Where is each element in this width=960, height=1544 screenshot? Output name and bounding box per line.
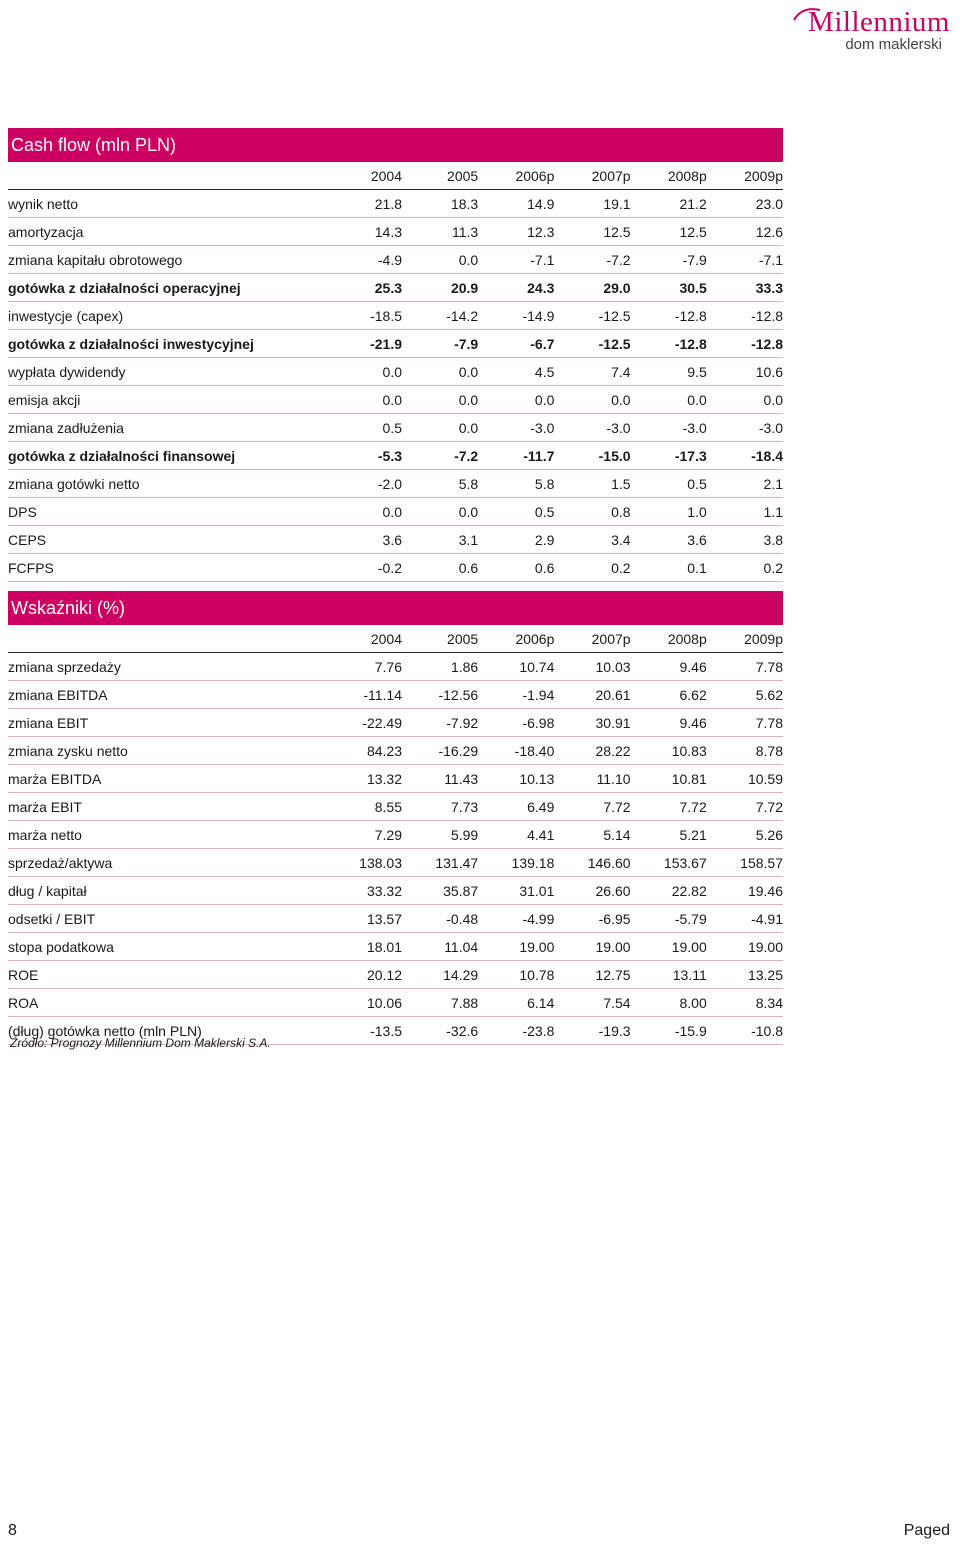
ratios-row [8,793,783,821]
cell-value: 14.9 [478,190,554,218]
header-blank [8,625,326,653]
cell-value: 10.83 [631,737,707,765]
row-label: CEPS [8,526,326,554]
row-label: emisja akcji [8,386,326,414]
header-blank [8,162,326,190]
cell-value: -18.5 [326,302,402,330]
cell-value: 7.88 [402,989,478,1017]
year-header: 2008p [631,162,707,190]
ratios-row [8,905,783,933]
ratios-row [8,681,783,709]
row-label: stopa podatkowa [8,933,326,961]
row-label: inwestycje (capex) [8,302,326,330]
cell-value: 3.8 [707,526,783,554]
cashflow-row [8,274,783,302]
cell-value: 10.06 [326,989,402,1017]
cell-value: 2.9 [478,526,554,554]
ratios-row [8,737,783,765]
cell-value: 0.0 [326,498,402,526]
cell-value: -6.7 [478,330,554,358]
cell-value: -13.5 [326,1017,402,1045]
cell-value: -22.49 [326,709,402,737]
cell-value: -12.5 [554,302,630,330]
cell-value: 33.3 [707,274,783,302]
cell-value: -16.29 [402,737,478,765]
cashflow-row [8,190,783,218]
cashflow-row [8,358,783,386]
cell-value: 5.8 [402,470,478,498]
row-label: zmiana gotówki netto [8,470,326,498]
year-header: 2005 [402,162,478,190]
cell-value: 8.55 [326,793,402,821]
year-header: 2006p [478,162,554,190]
cell-value: 7.29 [326,821,402,849]
cell-value: -14.2 [402,302,478,330]
row-label: (dług) gotówka netto (mln PLN) [8,1017,326,1045]
cashflow-row [8,246,783,274]
cell-value: -7.2 [554,246,630,274]
cell-value: 10.6 [707,358,783,386]
row-label: wynik netto [8,190,326,218]
year-header: 2004 [326,162,402,190]
cell-value: 19.00 [707,933,783,961]
cell-value: 9.5 [631,358,707,386]
row-label: gotówka z działalności inwestycyjnej [8,330,326,358]
logo-subtitle: dom maklerski [845,36,942,53]
cell-value: 20.61 [554,681,630,709]
cell-value: 0.6 [478,554,554,582]
cell-value: 10.03 [554,653,630,681]
cell-value: 10.13 [478,765,554,793]
row-label: FCFPS [8,554,326,582]
cell-value: 0.0 [402,386,478,414]
ratios-body [8,653,783,1045]
cell-value: -18.40 [478,737,554,765]
cell-value: 23.0 [707,190,783,218]
cell-value: -3.0 [554,414,630,442]
cell-value: -10.8 [707,1017,783,1045]
cell-value: 9.46 [631,709,707,737]
cell-value: 3.6 [326,526,402,554]
cell-value: 35.87 [402,877,478,905]
row-label: zmiana kapitału obrotowego [8,246,326,274]
cell-value: 5.26 [707,821,783,849]
row-label: zmiana EBITDA [8,681,326,709]
cell-value: 11.10 [554,765,630,793]
cashflow-header-row [8,162,783,190]
row-label: gotówka z działalności finansowej [8,442,326,470]
year-header: 2009p [707,625,783,653]
cell-value: 7.72 [707,793,783,821]
cell-value: 139.18 [478,849,554,877]
year-header: 2006p [478,625,554,653]
cell-value: -19.3 [554,1017,630,1045]
cell-value: 138.03 [326,849,402,877]
cell-value: -18.4 [707,442,783,470]
ratios-section [8,591,783,1045]
cell-value: 1.0 [631,498,707,526]
cell-value: -5.3 [326,442,402,470]
cell-value: -15.9 [631,1017,707,1045]
cell-value: 2.1 [707,470,783,498]
cell-value: 0.0 [631,386,707,414]
cell-value: -3.0 [707,414,783,442]
row-label: marża EBIT [8,793,326,821]
cell-value: 18.3 [402,190,478,218]
cell-value: 31.01 [478,877,554,905]
cell-value: -3.0 [631,414,707,442]
cell-value: 0.0 [707,386,783,414]
cell-value: 10.74 [478,653,554,681]
cell-value: -15.0 [554,442,630,470]
cell-value: 0.6 [402,554,478,582]
cell-value: 3.6 [631,526,707,554]
cell-value: -7.1 [707,246,783,274]
cell-value: 0.5 [326,414,402,442]
ratios-header-row [8,625,783,653]
row-label: marża EBITDA [8,765,326,793]
cell-value: 19.00 [554,933,630,961]
ratios-table [8,625,783,1045]
cashflow-title: Cash flow (mln PLN) [8,128,783,162]
cell-value: 13.25 [707,961,783,989]
cashflow-row [8,302,783,330]
cell-value: 5.8 [478,470,554,498]
cashflow-row [8,442,783,470]
cell-value: -2.0 [326,470,402,498]
cell-value: 24.3 [478,274,554,302]
cell-value: 12.75 [554,961,630,989]
year-header: 2005 [402,625,478,653]
cashflow-row [8,414,783,442]
ratios-row [8,709,783,737]
cell-value: 0.2 [554,554,630,582]
cashflow-row [8,526,783,554]
cell-value: 26.60 [554,877,630,905]
cashflow-row [8,498,783,526]
cell-value: 19.00 [631,933,707,961]
cell-value: -12.8 [631,302,707,330]
cell-value: -0.48 [402,905,478,933]
cell-value: 6.14 [478,989,554,1017]
cashflow-body [8,190,783,582]
page-number: 8 [8,1522,17,1539]
cell-value: 8.78 [707,737,783,765]
cell-value: -4.9 [326,246,402,274]
cell-value: -14.9 [478,302,554,330]
cell-value: -7.1 [478,246,554,274]
cell-value: -4.99 [478,905,554,933]
cell-value: 5.21 [631,821,707,849]
cell-value: -21.9 [326,330,402,358]
cell-value: 4.41 [478,821,554,849]
cell-value: -23.8 [478,1017,554,1045]
cell-value: -12.56 [402,681,478,709]
cell-value: 10.78 [478,961,554,989]
cell-value: -5.79 [631,905,707,933]
logo-brand: Millennium [808,6,950,38]
cell-value: 21.2 [631,190,707,218]
cell-value: 9.46 [631,653,707,681]
cell-value: 0.5 [631,470,707,498]
millennium-logo [780,6,950,54]
row-label: dług / kapitał [8,877,326,905]
cashflow-row [8,218,783,246]
cell-value: 0.0 [326,386,402,414]
cell-value: 4.5 [478,358,554,386]
cell-value: 20.9 [402,274,478,302]
cell-value: 25.3 [326,274,402,302]
year-header: 2009p [707,162,783,190]
cell-value: 19.46 [707,877,783,905]
cell-value: -11.14 [326,681,402,709]
cell-value: 12.6 [707,218,783,246]
year-header: 2007p [554,162,630,190]
cell-value: 13.32 [326,765,402,793]
cell-value: 13.57 [326,905,402,933]
cell-value: 7.78 [707,709,783,737]
cell-value: -7.9 [402,330,478,358]
cell-value: 1.5 [554,470,630,498]
cell-value: 0.1 [631,554,707,582]
cell-value: 21.8 [326,190,402,218]
year-header: 2008p [631,625,707,653]
cell-value: 8.00 [631,989,707,1017]
row-label: sprzedaż/aktywa [8,849,326,877]
cell-value: -4.91 [707,905,783,933]
ratios-row [8,989,783,1017]
cell-value: -6.95 [554,905,630,933]
cell-value: 12.3 [478,218,554,246]
ratios-row [8,933,783,961]
cell-value: 84.23 [326,737,402,765]
cashflow-row [8,470,783,498]
year-header: 2007p [554,625,630,653]
cell-value: 0.8 [554,498,630,526]
cell-value: -12.8 [631,330,707,358]
cell-value: 5.99 [402,821,478,849]
cashflow-section [8,128,783,582]
cell-value: 14.29 [402,961,478,989]
cell-value: 29.0 [554,274,630,302]
paged-watermark: Paged [903,1522,950,1539]
cell-value: 30.91 [554,709,630,737]
cell-value: 3.1 [402,526,478,554]
row-label: ROA [8,989,326,1017]
cell-value: 0.0 [326,358,402,386]
ratios-row [8,765,783,793]
cashflow-row [8,330,783,358]
cell-value: 0.0 [554,386,630,414]
cell-value: -0.2 [326,554,402,582]
ratios-row [8,849,783,877]
ratios-title: Wskaźniki (%) [8,591,783,625]
cell-value: -11.7 [478,442,554,470]
cell-value: 10.81 [631,765,707,793]
cell-value: -12.8 [707,330,783,358]
ratios-row [8,821,783,849]
cell-value: 22.82 [631,877,707,905]
cell-value: 14.3 [326,218,402,246]
cell-value: -6.98 [478,709,554,737]
cell-value: -12.5 [554,330,630,358]
cell-value: 3.4 [554,526,630,554]
row-label: marża netto [8,821,326,849]
cell-value: 0.0 [402,414,478,442]
cell-value: 5.62 [707,681,783,709]
cell-value: 11.3 [402,218,478,246]
cell-value: 0.0 [402,358,478,386]
cell-value: 0.5 [478,498,554,526]
cell-value: 5.14 [554,821,630,849]
cell-value: 11.43 [402,765,478,793]
cell-value: -7.92 [402,709,478,737]
source-note: Źródło: Prognozy Millennium Dom Maklerski S.A. [10,1036,271,1050]
cell-value: 30.5 [631,274,707,302]
cell-value: 18.01 [326,933,402,961]
cell-value: 146.60 [554,849,630,877]
cell-value: 33.32 [326,877,402,905]
cell-value: 13.11 [631,961,707,989]
cell-value: 11.04 [402,933,478,961]
cell-value: 0.0 [478,386,554,414]
cashflow-table [8,162,783,582]
cell-value: 7.76 [326,653,402,681]
cell-value: 20.12 [326,961,402,989]
cell-value: -12.8 [707,302,783,330]
cell-value: 1.1 [707,498,783,526]
row-label: amortyzacja [8,218,326,246]
cell-value: 0.0 [402,246,478,274]
row-label: zmiana zadłużenia [8,414,326,442]
row-label: zmiana zysku netto [8,737,326,765]
cell-value: 10.59 [707,765,783,793]
cell-value: 12.5 [554,218,630,246]
cell-value: -7.9 [631,246,707,274]
cashflow-row [8,386,783,414]
row-label: zmiana EBIT [8,709,326,737]
row-label: gotówka z działalności operacyjnej [8,274,326,302]
cell-value: 19.1 [554,190,630,218]
cell-value: 0.0 [402,498,478,526]
cell-value: 7.4 [554,358,630,386]
cell-value: 7.72 [631,793,707,821]
cell-value: 12.5 [631,218,707,246]
cell-value: -7.2 [402,442,478,470]
cell-value: 6.49 [478,793,554,821]
cashflow-row [8,554,783,582]
row-label: DPS [8,498,326,526]
cell-value: 19.00 [478,933,554,961]
cell-value: -17.3 [631,442,707,470]
cell-value: 6.62 [631,681,707,709]
cell-value: 153.67 [631,849,707,877]
row-label: wypłata dywidendy [8,358,326,386]
ratios-row [8,961,783,989]
cell-value: 0.2 [707,554,783,582]
cell-value: 131.47 [402,849,478,877]
cell-value: -1.94 [478,681,554,709]
cell-value: 7.78 [707,653,783,681]
cell-value: 1.86 [402,653,478,681]
ratios-row [8,653,783,681]
cell-value: -32.6 [402,1017,478,1045]
year-header: 2004 [326,625,402,653]
cell-value: 8.34 [707,989,783,1017]
cell-value: -3.0 [478,414,554,442]
cell-value: 28.22 [554,737,630,765]
cell-value: 158.57 [707,849,783,877]
ratios-row [8,877,783,905]
row-label: ROE [8,961,326,989]
cell-value: 7.54 [554,989,630,1017]
row-label: zmiana sprzedaży [8,653,326,681]
cell-value: 7.72 [554,793,630,821]
cell-value: 7.73 [402,793,478,821]
row-label: odsetki / EBIT [8,905,326,933]
